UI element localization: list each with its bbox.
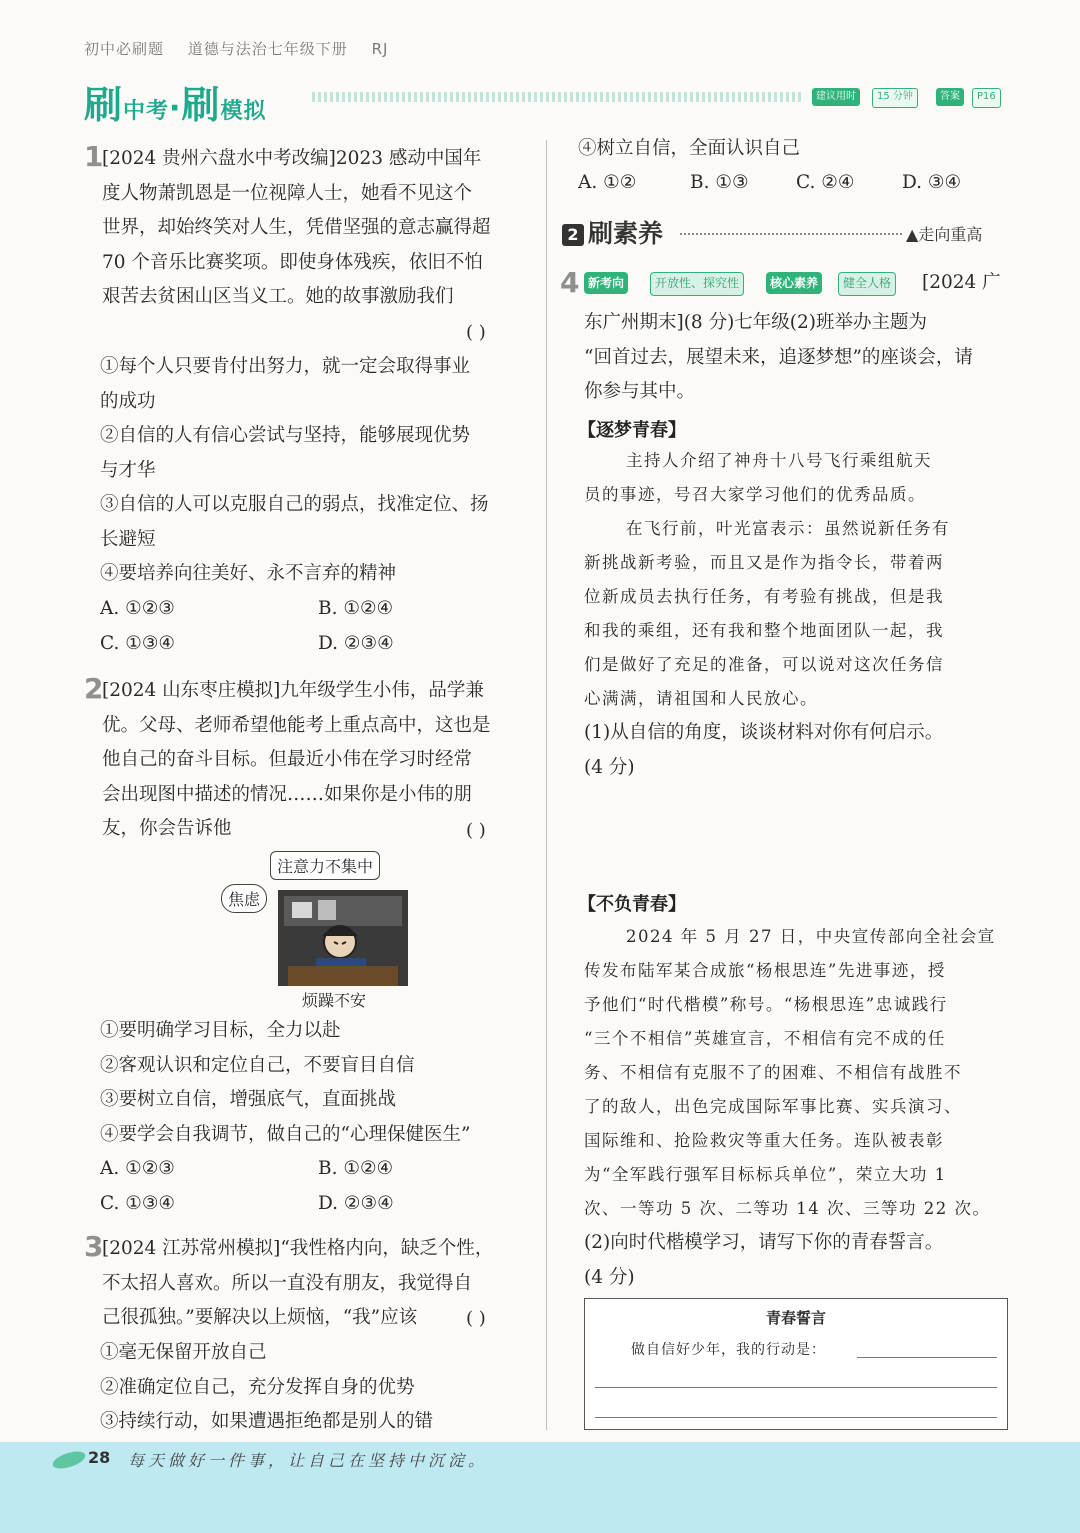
question-3-statement-4: ④树立自信，全面认识自己 [578, 138, 801, 159]
oath-title: 青春誓言 [765, 1309, 826, 1327]
question-4-intro: 东广州期末](8 分)七年级(2)班举办主题为 “回首过去，展望未来，追逐梦想”的座谈会，请 你参与其中。 [584, 312, 973, 402]
subsection-title: 【逐梦青春】 [578, 420, 686, 441]
column-divider [546, 140, 547, 1430]
question-2-statements: ①要明确学习目标，全力以赴 ②客观认识和定位自己，不要盲目自信 ③要树立自信，增强底气，直面挑战 ④要学会自我调节，做自己的“心理保健医生” [100, 1020, 471, 1145]
header-decorative-rule [312, 92, 802, 102]
bubble-anxious: 焦虑 [221, 884, 267, 913]
speech-bubble-distracted: 注意力不集中 [270, 851, 380, 880]
choice-b[interactable]: B. ①②④ [318, 598, 394, 619]
anxious-student-illustration [278, 890, 408, 986]
running-header [84, 38, 406, 59]
choice-d[interactable]: D. ②③④ [318, 1193, 394, 1214]
tag-new-direction: 新考向 [584, 272, 628, 294]
question-3-stem: [2024 江苏常州模拟]“我性格内向，缺乏个性， 不太招人喜欢。所以一直没有朋友，我觉得自 己很孤独。”要解决以上烦恼，“我”应该 [102, 1238, 494, 1328]
choice-c[interactable]: C. ②④ [796, 172, 855, 193]
choice-a[interactable]: A. ①②③ [100, 598, 175, 619]
section-subtitle: ▲走向重高 [906, 225, 983, 244]
choice-d[interactable]: D. ②③④ [318, 633, 394, 654]
answer-blank[interactable]: ( ) [466, 1308, 486, 1329]
oath-answer-line[interactable] [857, 1357, 997, 1358]
choice-a[interactable]: A. ①②③ [100, 1158, 175, 1179]
question-number: 3 [84, 1230, 104, 1263]
subsection-title: 【不负青春】 [578, 894, 686, 915]
answer-label-badge: 答案 [936, 88, 964, 106]
answer-page-badge: P16 [972, 88, 1001, 108]
question-number: 4 [560, 266, 580, 299]
subsection-1-material: 主持人介绍了神舟十八号飞行乘组航天 员的事迹，号召大家学习他们的优秀品质。 在飞行前，叶光富表示：虽然说新任务有 新挑战新考验，而且又是作为指令长，带着两 位新成员去执行任务，有考验有挑战，但是我 和我的乘组，还有我和整个地面团队一起，我 们是做好了充足的准备，可以说对这次任务信 心满满，请祖国和人民放心。 [584, 451, 950, 708]
answer-blank[interactable]: ( ) [466, 820, 486, 841]
page-number: 28 [88, 1448, 111, 1467]
book-title: 道德与法治七年级下册 [187, 40, 348, 58]
illustration-caption: 烦躁不安 [302, 991, 367, 1010]
section-leader-dots [680, 233, 902, 235]
subquestion-2: (2)向时代楷模学习，请写下你的青春誓言。 (4 分) [584, 1232, 944, 1288]
section-brand: 刷中考·刷模拟 [84, 83, 267, 127]
choice-d[interactable]: D. ③④ [902, 172, 962, 193]
youth-oath-box [584, 1298, 1008, 1430]
choice-c[interactable]: C. ①③④ [100, 633, 176, 654]
tag-core-literacy: 核心素养 [766, 272, 822, 294]
question-1-stem: [2024 贵州六盘水中考改编]2023 感动中国年 度人物萧凯恩是一位视障人士，她看不见这个 世界，却始终笑对人生，凭借坚强的意志赢得超 70 个音乐比赛奖项。即使身体残疾，依旧不怕 艰苦去贫困山区当义工。她的故事激励我们 [102, 148, 491, 307]
tag-sound-personality: 健全人格 [838, 272, 896, 296]
answer-blank[interactable]: ( ) [466, 322, 486, 343]
question-number: 2 [84, 672, 104, 705]
subquestion-1: (1)从自信的角度，谈谈材料对你有何启示。 (4 分) [584, 722, 944, 778]
oath-answer-line[interactable] [595, 1417, 997, 1418]
oath-prompt: 做自信好少年，我的行动是： [631, 1342, 826, 1358]
time-label-badge: 建议用时 [812, 88, 860, 106]
question-1-statements: ①每个人只要肯付出努力，就一定会取得事业 的成功 ②自信的人有信心尝试与坚持，能够展现优势 与才华 ③自信的人可以克服自己的弱点，找准定位、扬 长避短 ④要培养向往美好、永不言弃的精神 [100, 356, 489, 584]
oath-answer-line[interactable] [595, 1387, 997, 1388]
tag-open-inquiry: 开放性、探究性 [650, 272, 744, 296]
choice-c[interactable]: C. ①③④ [100, 1193, 176, 1214]
question-number: 1 [84, 140, 104, 173]
question-3-statements: ①毫无保留开放自己 ②准确定位自己，充分发挥自身的优势 ③持续行动，如果遭遇拒绝都是别人的错 [100, 1342, 434, 1432]
edition-label: RJ [371, 40, 389, 58]
section-number-icon: 2 [562, 224, 584, 246]
choice-a[interactable]: A. ①② [578, 172, 637, 193]
climb-icon: ▲ [906, 225, 919, 244]
section-title: 2 刷素养 [562, 214, 663, 250]
question-2-stem: [2024 山东枣庄模拟]九年级学生小伟，品学兼 优。父母、老师希望他能考上重点高中，这也是 他自己的奋斗目标。但最近小伟在学习时经常 会出现图中描述的情况……如果你是小伟的朋 友，你会告诉他 [102, 680, 491, 839]
time-value-badge: 15 分钟 [872, 88, 918, 108]
subsection-2-material: 2024 年 5 月 27 日，中央宣传部向全社会宣 传发布陆军某合成旅“杨根思连”先进事迹，授 予他们“时代楷模”称号。“杨根思连”忠诚践行 “三个不相信”英雄宣言，不相信有完不成的任 务、不相信有克服不了的困难、不相信有战胜不 了的敌人，出色完成国际军事比赛、实兵演习、 国际维和、抢险救灾等重大任务。连队被表彰 为“全军践行强军目标标兵单位”，荣立大功 1 次、一等功 5 次、二等功 14 次、三等功 22 次。 [584, 927, 996, 1218]
choice-b[interactable]: B. ①②④ [318, 1158, 394, 1179]
question-4-source-start: [2024 广 [922, 272, 1001, 293]
series-name: 初中必刷题 [84, 40, 165, 58]
choice-b[interactable]: B. ①③ [690, 172, 749, 193]
footer-motto: 每天做好一件事，让自己在坚持中沉淀。 [128, 1451, 489, 1470]
